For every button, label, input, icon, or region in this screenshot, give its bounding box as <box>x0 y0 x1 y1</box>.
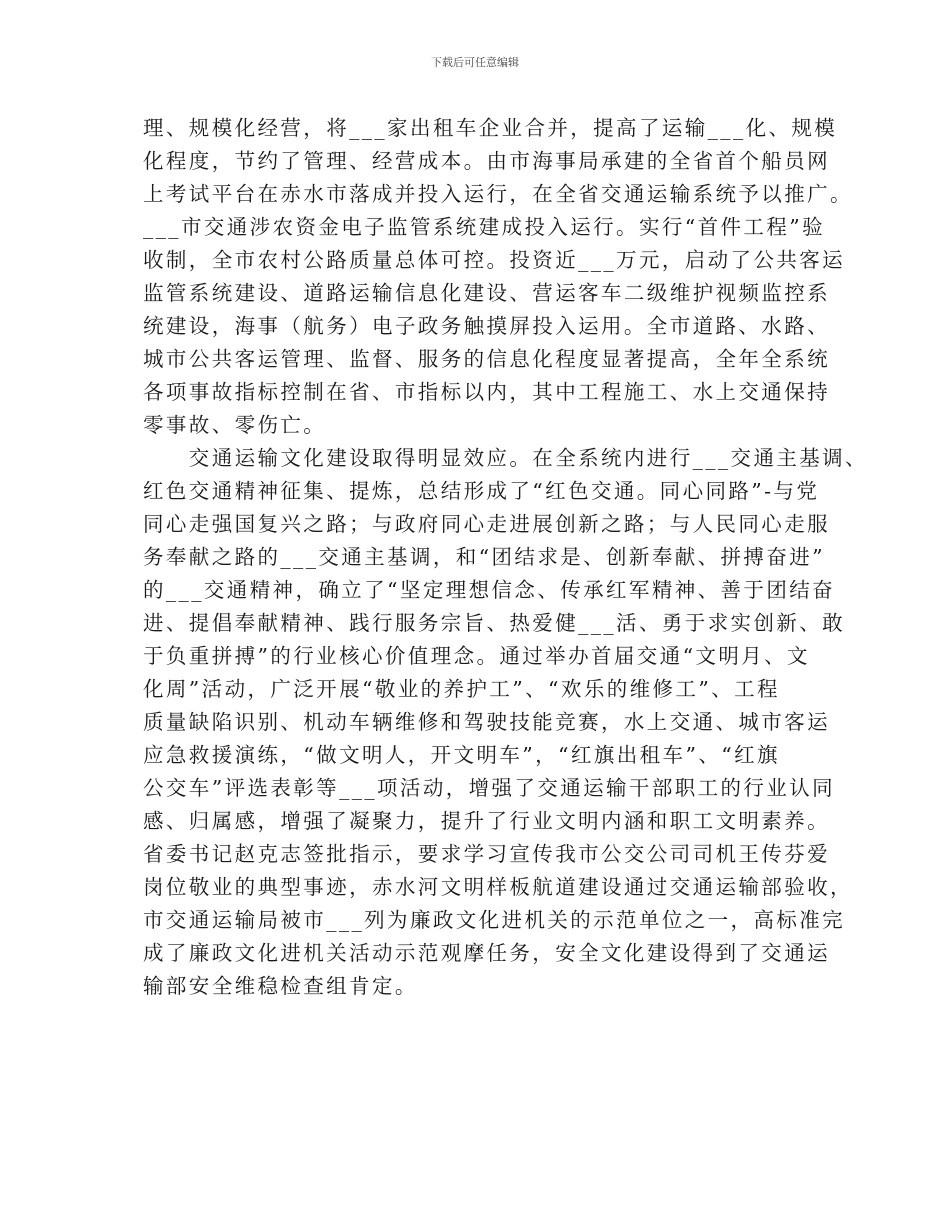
text-line: 红色交通精神征集、提炼，总结形成了“红色交通。同心同路”-与党 <box>143 479 820 503</box>
text-line: 各项事故指标控制在省、市指标以内，其中工程施工、水上交通保持 <box>143 380 830 404</box>
text-line: 进、提倡奉献精神、践行服务宗旨、热爱健___活、勇于求实创新、敢 <box>143 611 846 635</box>
text-line: 理、规模化经营，将___家出租车企业合并，提高了运输___化、规模 <box>143 116 838 140</box>
text-line: 城市公共客运管理、监督、服务的信息化程度显著提高，全年全系统 <box>143 347 830 371</box>
text-line: 应急救援演练，“做文明人，开文明车”，“红旗出租车”、“红旗 <box>143 743 780 767</box>
text-line: 同心走强国复兴之路；与政府同心走进展创新之路；与人民同心走服 <box>143 512 830 536</box>
text-line: 公交车”评选表彰等___项活动，增强了交通运输干部职工的行业认同 <box>143 776 836 800</box>
text-line: 零事故、零伤亡。 <box>143 413 327 437</box>
text-line: 感、归属感，增强了凝聚力，提升了行业文明内涵和职工文明素养。 <box>143 809 830 833</box>
text-line: 岗位敬业的典型事迹，赤水河文明样板航道建设通过交通运输部验收， <box>143 875 853 899</box>
text-line: 市交通运输局被市___列为廉政文化进机关的示范单位之一，高标准完 <box>143 908 846 932</box>
text-line: 收制，全市农村公路质量总体可控。投资近___万元，启动了公共客运 <box>143 248 846 272</box>
text-line: 统建设，海事（航务）电子政务触摸屏投入运用。全市道路、水路、 <box>143 314 830 338</box>
text-line: 成了廉政文化进机关活动示范观摩任务，安全文化建设得到了交通运 <box>143 941 830 965</box>
text-line: 化程度，节约了管理、经营成本。由市海事局承建的全省首个船员网 <box>143 149 830 173</box>
text-line: 质量缺陷识别、机动车辆维修和驾驶技能竞赛，水上交通、城市客运 <box>143 710 830 734</box>
text-line: 务奉献之路的___交通主基调，和“团结求是、创新奉献、拼搏奋进” <box>143 545 826 569</box>
text-line: 的___交通精神，确立了“坚定理想信念、传承红军精神、善于团结奋 <box>143 578 836 602</box>
text-line: 化周”活动，广泛开展“敬业的养护工”、“欢乐的维修工”、工程 <box>143 677 780 701</box>
text-line: 省委书记赵克志签批指示，要求学习宣传我市公交公司司机王传芬爱 <box>143 842 830 866</box>
text-line: 监管系统建设、道路运输信息化建设、营运客车二级维护视频监控系 <box>143 281 830 305</box>
text-line: ___市交通涉农资金电子监管系统建成投入运行。实行“首件工程”验 <box>143 215 826 239</box>
text-line: 上考试平台在赤水市落成并投入运行，在全省交通运输系统予以推广。 <box>143 182 853 206</box>
text-line: 输部安全维稳检查组肯定。 <box>143 974 418 998</box>
text-line: 交通运输文化建设取得明显效应。在全系统内进行___交通主基调、 <box>143 446 868 470</box>
page-header-note: 下载后可任意编辑 <box>431 56 519 69</box>
text-line: 于负重拼搏”的行业核心价值理念。通过举办首届交通“文明月、文 <box>143 644 810 668</box>
document-body <box>143 112 868 1003</box>
